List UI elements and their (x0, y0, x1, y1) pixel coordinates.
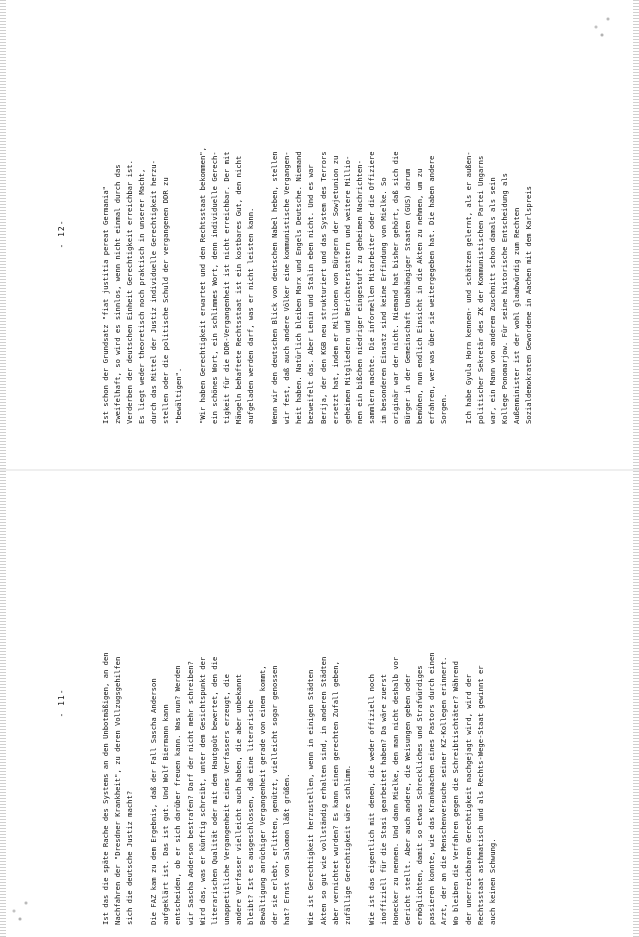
text-line: zufällige Gerechtigkeit wäre schlimm. (342, 764, 352, 925)
text-line: Kollege Ponomarjow. Für seine historische Entscheidung als (499, 173, 509, 424)
text-line: durch das Mittel der Justiz individuelle Gerechtigkeit herzu- (149, 160, 159, 424)
text-line: auch keinen Schwung. (487, 838, 497, 925)
text-line: sammlern machte. Die informellen Mitarbeiter oder die Offiziere (366, 151, 376, 424)
text-line: Wird das, was er künftig schreibt, unter dem Gesichtspunkt der (197, 656, 207, 925)
text-line: wir fest, daß auch andere Völker eine kommunistische Vergangen- (282, 151, 292, 424)
text-line: inoffiziell für die Stasi gearbeitet haben? Da wäre zuerst (378, 674, 388, 925)
text-column (100, 4, 547, 424)
page-number: - 12- (57, 219, 66, 249)
paragraph (100, 493, 136, 925)
text-line: Arzt, der an die Menschenversuche seiner KZ-Kollegen erinnert. (439, 656, 449, 925)
text-line: Die FAZ kam zu dem Ergebnis, daß der Fall Sascha Anderson (149, 678, 159, 925)
text-line: andere Verfasser vielleicht auch haben, die aber unbekannt (233, 674, 243, 925)
text-line: Wie ist Gerechtigkeit herzustellen, wenn in einigen Städten (306, 669, 316, 925)
text-line: unappetitliche Vergangenheit eines Verfassers erzeugt, die (221, 674, 231, 925)
text-line: nen ein bißchen niedriger eingestuft zu geheimen Nachrichten- (354, 160, 364, 424)
text-line: war, ein Mann von anderem Zuschnitt schon damals als sein (487, 177, 497, 424)
text-line: im besonderen Einsatz sind keine Erfindung von Mielke. So (378, 177, 388, 424)
text-line: Akten so gut wie vollständig erhalten sind, in anderen Städten (318, 656, 328, 925)
text-line: politischer Sekretär des ZK der Kommunistischen Partei Ungarns (475, 155, 485, 424)
text-line: aufgeklärt ist. Das ist gut. Und Wolf Biermann kann (161, 704, 171, 925)
text-line: Wie ist das eigentlich mit denen, die weder offiziell noch (366, 674, 376, 925)
text-line: Ist schon der Grundsatz "fiat justitia pereat Germania" (101, 186, 110, 424)
text-line: Rechtsstaat asthmatisch und als Rechts-Wege-Staat gewinnt er (475, 665, 485, 925)
text-line: Verderben der deutschen Einheit Gerechtigkeit erreichbar ist. (125, 160, 135, 424)
text-line: Wenn wir den deutschen Blick von deutschen Nabel heben, stellen (270, 151, 280, 424)
text-line: wir Sascha Anderson bestrafen? Darf der nicht mehr schreiben? (185, 661, 195, 925)
text-line: heit haben. Natürlich bleiben Marx und Engels Deutsche. Niemand (294, 151, 304, 424)
paragraph (197, 4, 257, 424)
text-line: Berija, der den KGB neu strukturiert und das System des Terrors (318, 151, 328, 424)
text-line: ersetzt hat, indem er Millionen von Bürgern der Sowjetunion zu (330, 155, 340, 424)
text-line: "bewältigen". (173, 367, 183, 424)
paragraph (463, 4, 536, 424)
text-line: Außenminister ist der wohl glaubwürdig zum Rechten (511, 207, 521, 424)
text-line: sich die deutsche Justiz macht? (125, 790, 135, 925)
text-line: Bürger in der Gemeinschaft Unabhängiger Staaten (GUS) darum (403, 168, 413, 424)
text-line: Ich habe Gyula Horn kennen- und schätzen gelernt, als er außen- (463, 151, 473, 424)
text-line: Ist das die späte Rache des Systems an den Unbotmäßigen, an den (101, 652, 110, 925)
paragraph (148, 493, 293, 925)
paragraph (100, 4, 185, 424)
text-line: bleibt? Ist es ausgeschlossen, daß eine literarische (246, 699, 256, 925)
text-line: Bewältigung anrüchiger Vergangenheit gerade von einem kommt, (258, 665, 268, 925)
text-line: Honecker zu nennen. Und dann Mielke, den man nicht deshalb vor (390, 656, 400, 925)
text-column (100, 493, 511, 925)
text-line: stellen oder die politische Schuld der vergangenen DDR zu (161, 177, 171, 424)
text-line: zweifelhaft, so wird es sinnlos, wenn nicht einmal durch das (113, 164, 123, 424)
page-number: - 11- (57, 688, 66, 718)
text-line: "Wir haben Gerechtigkeit erwartet und den Rechtsstaat bekommen", (197, 147, 207, 424)
text-line: hat? Ernst von Salomon läßt grüßen. (282, 773, 292, 925)
page-11 (0, 469, 639, 937)
text-line: passieren konnte, wie das Krankmachen eines Pastors durch einen (427, 652, 437, 925)
paragraph (269, 4, 450, 424)
text-line: geheimen Mitgliedern und Berichterstattern und weitere Millio- (342, 155, 352, 424)
text-line: bezweifelt das. Aber Lenin und Stalin eben nicht. Und es war (306, 164, 316, 424)
text-line: entscheiden, ob er sich darüber freuen kann. Was nun? Werden (173, 665, 183, 925)
text-line: Sozialdemokraten Gewordene in Aachen mit dem Karlspreis (524, 186, 533, 424)
page-12 (0, 0, 639, 468)
text-line: bemühen, nun endlich Einsicht in die Akten zu nehmen, um zu (415, 168, 425, 424)
text-line: literarischen Qualität oder mit dem Hautgoût bewertet, den die (209, 656, 219, 925)
text-line: aber vernichtet wurden? Es kann einen gerechten Zufall geben, (330, 661, 340, 925)
paragraph (305, 493, 353, 925)
text-line: tigkeit für die DDR-Vergangenheit ist nicht erreichbar. Der mit (221, 151, 231, 424)
text-line: ermöglichten, damit so etwas Schreckliches und Strafwürdiges (415, 665, 425, 925)
text-line: aufgeladen werden darf, was er nicht leisten kann. (246, 207, 256, 424)
text-line: Nachfahren der "Dresdner Krankheit", zu deren Vollzugsgehilfen (113, 656, 123, 925)
text-line: Wo bleiben die Verfahren gegen die Schreibtischtäter? Während (451, 661, 461, 925)
text-line: Sorgen. (439, 393, 449, 424)
text-line: der sie erlebt, erlitten, genützt, vielleicht sogar genossen (270, 665, 280, 925)
text-line: ein schönes Wort, ein schlimmes Wort, denn individuelle Gerech- (209, 151, 219, 424)
text-line: Mängeln behaftete Rechtsstaat ist ein kostbares Gut, den nicht (233, 155, 243, 424)
text-line: Es liegt weder theoretisch noch praktisch in unserer Macht, (137, 168, 147, 424)
text-line: der unerreichbaren Gerechtigkeit nachgejagt wird, wird der (463, 674, 473, 925)
text-line: originär war der nicht. Niemand hat bisher gehört, daß sich die (391, 151, 401, 424)
text-line: erfahren, wer was über sie weitergegeben hat. Die haben andere (427, 155, 437, 424)
text-line: Gericht stellt. Aber auch andere, die Weisungen geben oder (403, 674, 413, 925)
paragraph (366, 493, 499, 925)
